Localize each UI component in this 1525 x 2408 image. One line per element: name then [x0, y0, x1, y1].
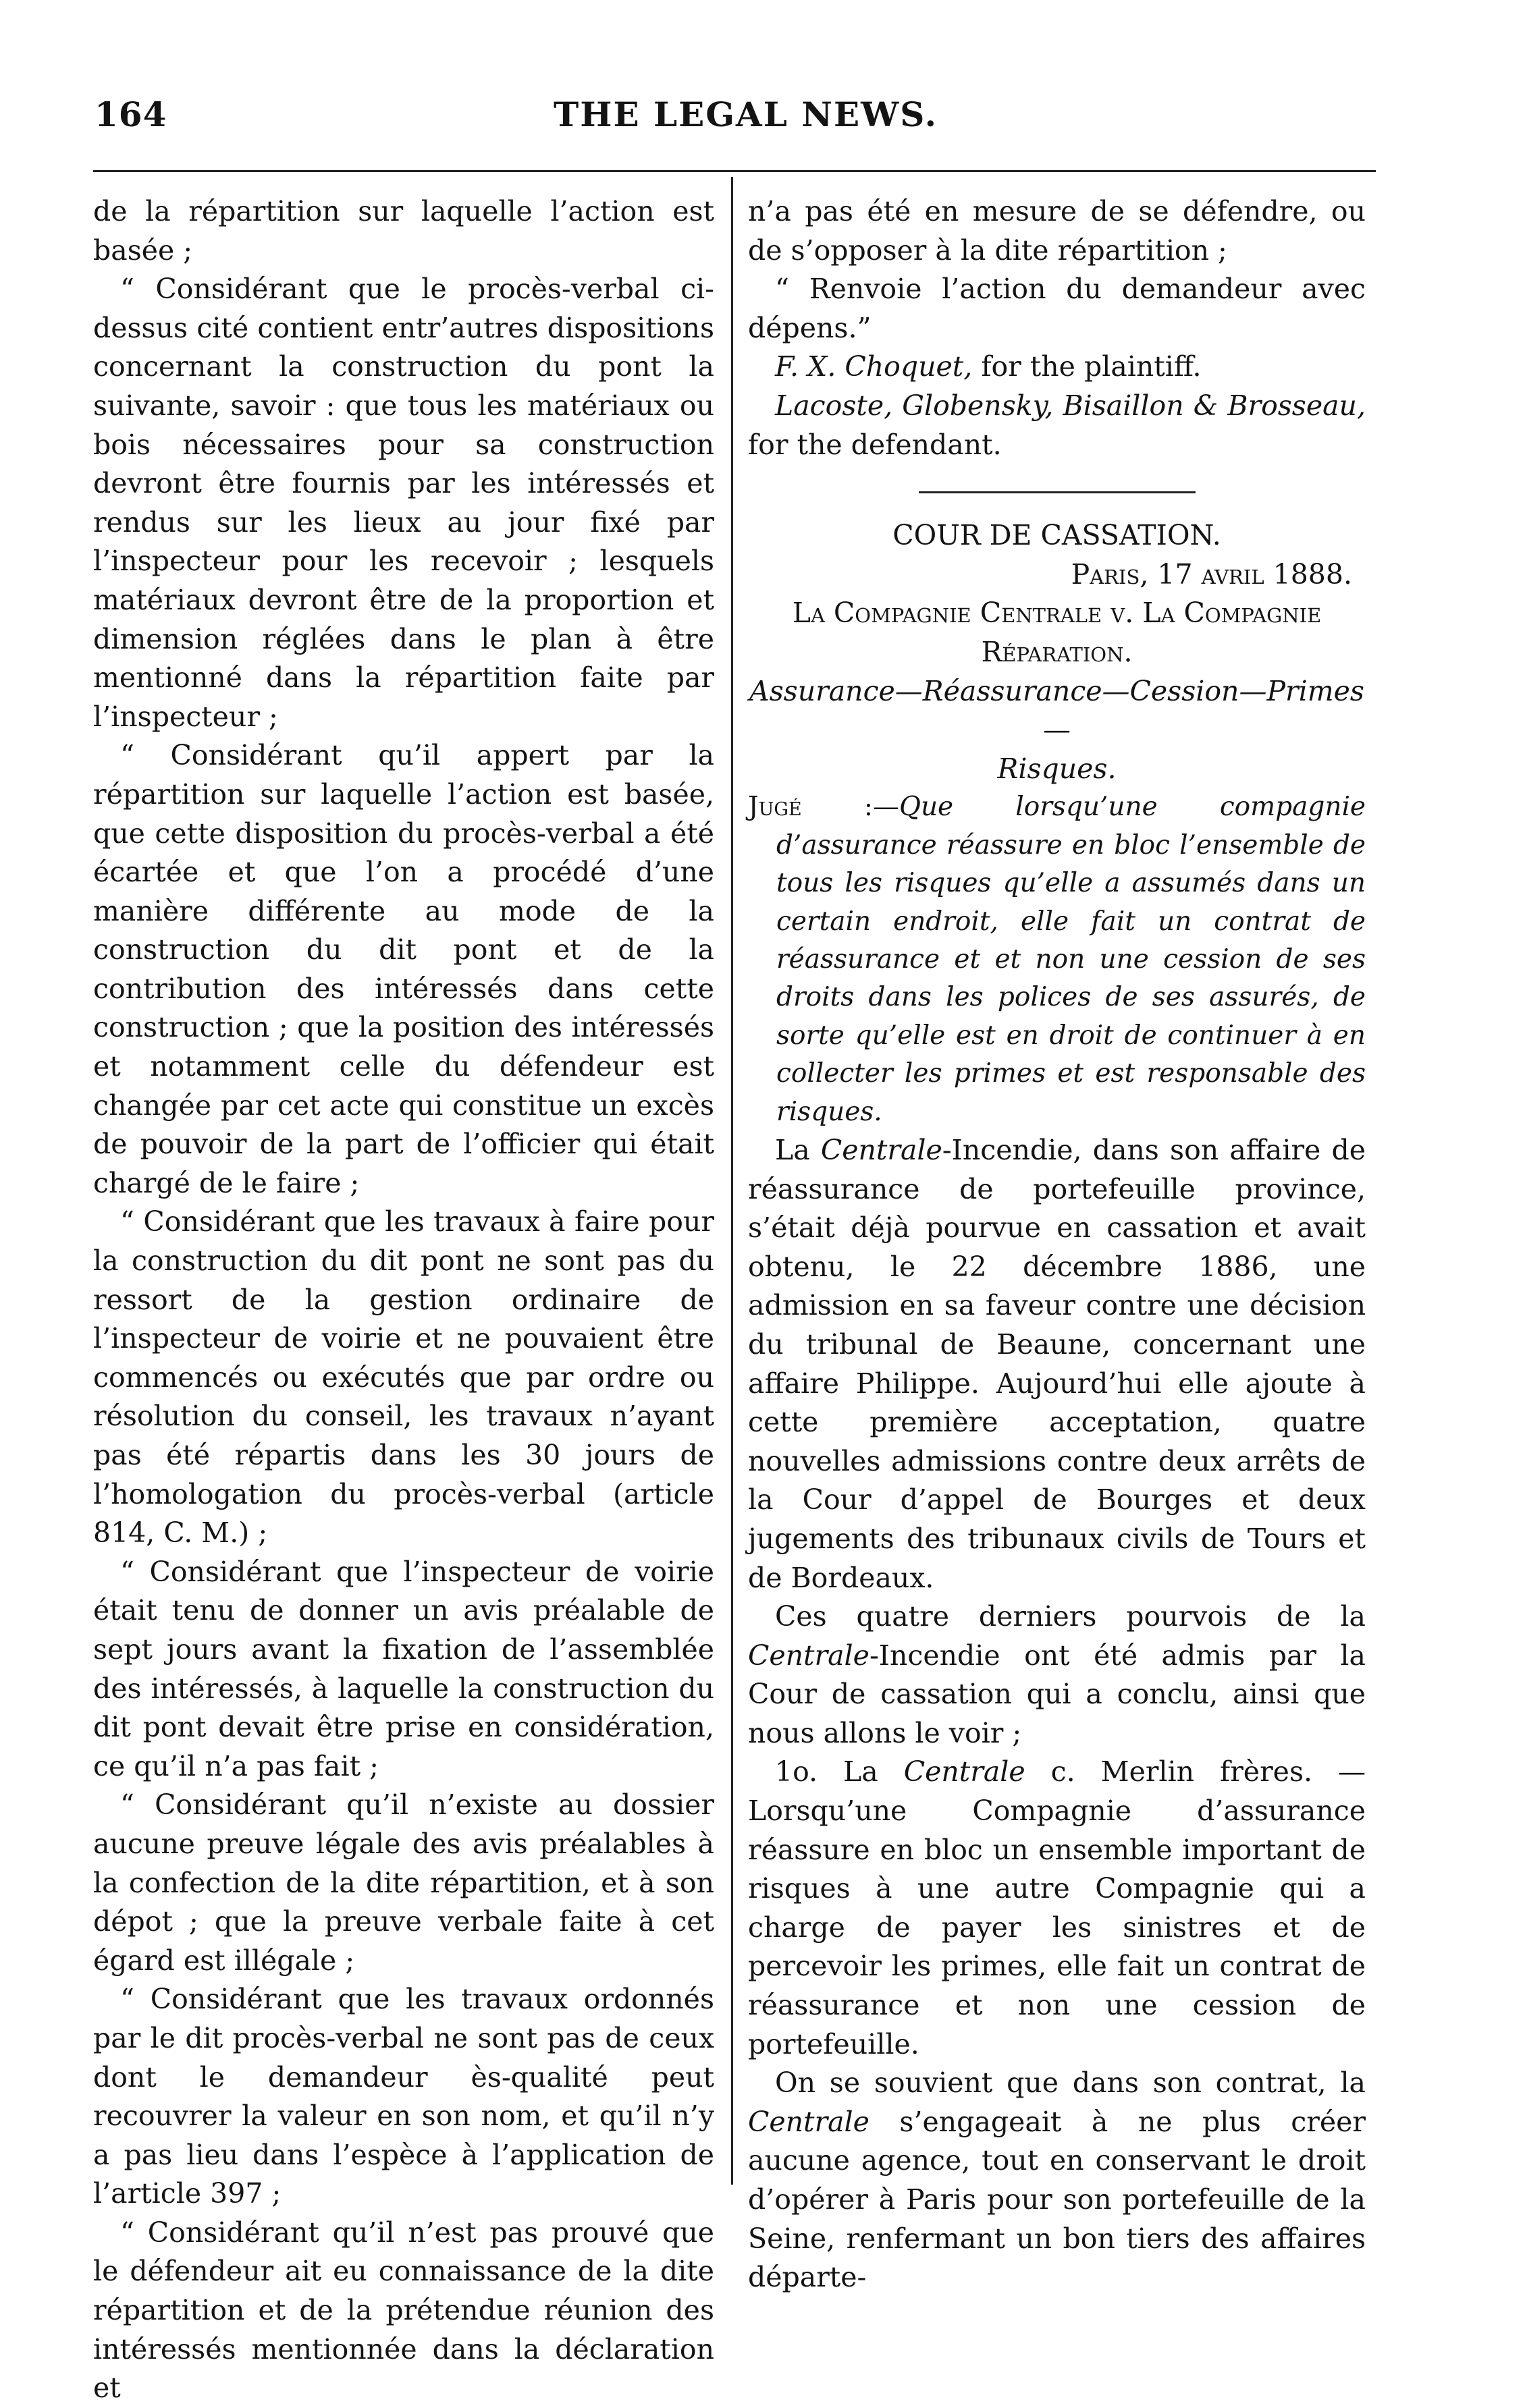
left-column — [93, 192, 714, 2408]
keywords-line-1: Assurance—Réassurance—Cession—Primes— — [749, 674, 1364, 746]
page-header-title: THE LEGAL NEWS. — [554, 94, 938, 134]
left-paragraph: “ Considérant que les travaux ordonnés par le dit procès-verbal ne sont pas de ceux dont le demandeur ès-qualité peut recouvrer la valeur en son nom, et qu’il n’y a pas lieu dans l’espèce à l’application de l’article 397 ; — [93, 1983, 714, 2210]
body-paragraph-1 — [748, 1131, 1366, 1597]
section-separator — [919, 491, 1196, 493]
counsel-defendant-name: Lacoste, Globensky, Bisaillon & Brosseau, — [775, 389, 1366, 422]
date-line: Paris, 17 avril 1888. — [1071, 557, 1352, 591]
counsel-defendant — [748, 387, 1366, 464]
text-run: -Incendie, dans son affaire de réassurance de portefeuille province, s’était déjà pourvue en cassation et avait obtenu, le 22 décembre 1886, une admission en sa faveur contre une décision du tribunal de Beaune, concernant une affaire Philippe. Aujourd’hui elle ajoute à cette première acceptation, quatre nouvelles admissions contre deux arrêts de la Cour d’appel de Bourges et deux jugements des tribunaux civils de Tours et de Bordeaux. — [748, 1133, 1366, 1594]
text-run: Centrale — [748, 1639, 869, 1672]
judge-text: Que lorsqu’une compagnie d’assurance réassure en bloc l’ensemble de tous les risques qu’elle a assumés dans un certain endroit, elle fait un contrat de réassurance et et non une cession de ses droits dans les polices de ses assurés, de sorte qu’elle est en droit de continuer à en collecter les primes et est responsable des risques. — [776, 792, 1366, 1127]
judgment-close: “ Renvoie l’action du demandeur avec dépens.” — [748, 273, 1366, 344]
header-rule — [93, 170, 1376, 172]
keywords — [748, 672, 1366, 789]
left-paragraph: de la répartition sur laquelle l’action est basée ; — [93, 195, 714, 267]
text-run: s’engageait à ne plus créer aucune agence, tout en conservant le droit d’opérer à Paris pour son portefeuille de la Seine, renfermant un bon tiers des affaires départe- — [748, 2105, 1366, 2294]
counsel-defendant-role: for the defendant. — [748, 428, 1002, 461]
body-paragraph-3 — [748, 1753, 1366, 2064]
text-run: On se souvient que dans son contrat, la — [775, 2067, 1366, 2100]
column-divider — [731, 177, 733, 2185]
right-column — [748, 192, 1366, 2297]
body-paragraph-2 — [748, 1597, 1366, 1753]
left-paragraph: “ Considérant que l’inspecteur de voirie était tenu de donner un avis préalable de sept jours avant la fixation de l’assemblée des intéressés, à laquelle la construction du dit pont devait être prise en considération, ce qu’il n’a pas fait ; — [93, 1555, 714, 1782]
body-paragraph-4 — [748, 2064, 1366, 2297]
keywords-line-2: Risques. — [997, 752, 1117, 785]
text-run: -Incendie ont été admis par la Cour de cassation qui a conclu, ainsi que nous allons le voir ; — [748, 1639, 1366, 1749]
judge-label: Jugé :— — [748, 792, 899, 823]
left-paragraph: “ Considérant qu’il n’est pas prouvé que le défendeur ait eu connaissance de la dite répartition et de la prétendue réunion des intéressés mentionnée dans la déclaration et — [93, 2216, 714, 2405]
text-run: Centrale — [748, 2105, 869, 2138]
counsel-plaintiff-role: for the plaintiff. — [981, 350, 1202, 383]
counsel-plaintiff — [748, 348, 1366, 387]
counsel-plaintiff-name: F. X. Choquet, — [775, 350, 973, 383]
text-run: Centrale — [820, 1133, 942, 1166]
judge-summary — [748, 788, 1366, 1131]
left-paragraph: “ Considérant qu’il appert par la répartition sur laquelle l’action est basée, que cette disposition du procès-verbal a été écartée et que l’on a procédé d’une manière différente au mode de la construction du dit pont et de la contribution des intéressés dans cette construction ; que la position des intéressés et notamment celle du défendeur est changée par cet acte qui constitue un excès de pouvoir de la part de l’officier qui était chargé de le faire ; — [93, 739, 714, 1199]
text-run: La — [775, 1133, 821, 1166]
left-paragraph: “ Considérant que les travaux à faire pour la construction du dit pont ne sont pas du ressort de la gestion ordinaire de l’inspecteur de voirie et ne pouvaient être commencés ou exécutés que par ordre ou résolution du conseil, les travaux n’ayant pas été répartis dans les 30 jours de l’homologation du procès-verbal (article 814, C. M.) ; — [93, 1205, 714, 1550]
left-paragraph: “ Considérant que le procès-verbal ci-dessus cité contient entr’autres dispositions concernant la construction du pont la suivante, savoir : que tous les matériaux ou bois nécessaires pour sa construction devront être fournis par les intéressés et rendus sur les lieux au jour fixé par l’inspecteur pour les recevoir ; lesquels matériaux devront être de la proportion et dimension réglées dans le plan à être mentionné dans la répartition faite par l’inspecteur ; — [93, 273, 714, 733]
page-number: 164 — [95, 94, 167, 134]
court-name: COUR DE CASSATION. — [892, 519, 1221, 552]
continuation-paragraph: n’a pas été en mesure de se défendre, ou de s’opposer à la dite répartition ; — [748, 195, 1366, 267]
text-run: Centrale — [903, 1755, 1025, 1788]
text-run: c. Merlin frères. — Lorsqu’une Compagnie d’assurance réassure en bloc un ensemble important de risques à une autre Compagnie qui a charge de payer les sinistres et de percevoir les primes, elle fait un contrat de réassurance et non une cession de portefeuille. — [748, 1755, 1366, 2060]
left-paragraph: “ Considérant qu’il n’existe au dossier aucune preuve légale des avis préalables à la confection de la dite répartition, et à son dépot ; que la preuve verbale faite à cet égard est illégale ; — [93, 1788, 714, 1977]
text-run: Ces quatre derniers pourvois de la — [775, 1600, 1366, 1633]
text-run: 1o. La — [775, 1755, 904, 1788]
case-name: La Compagnie Centrale v. La Compagnie Réparation. — [792, 597, 1322, 668]
